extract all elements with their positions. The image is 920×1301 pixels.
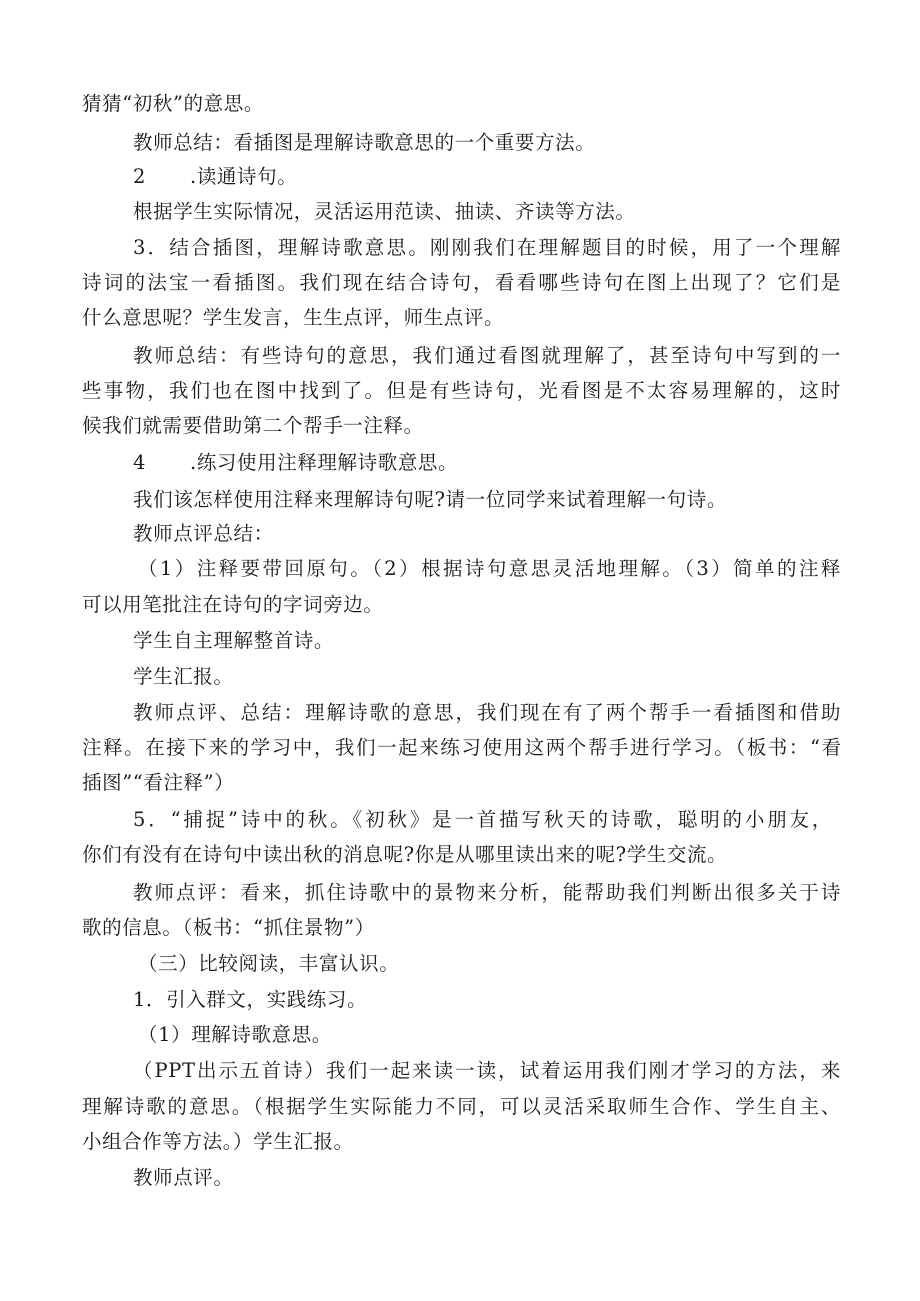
- paragraph-line: 可以用笔批注在诗句的字词旁边。: [82, 593, 384, 616]
- numbered-item: [133, 164, 893, 190]
- paragraph-line: 3．结合插图，理解诗歌意思。刚刚我们在理解题目的时候，用了一个理解: [133, 236, 841, 259]
- item-number: 4: [133, 451, 147, 474]
- paragraph-line: 你们有没有在诗句中读出秋的消息呢?你是从哪里读出来的呢?学生交流。: [82, 843, 728, 866]
- paragraph-line: 插图”“看注释”）: [82, 771, 235, 794]
- paragraph-line: 学生汇报。: [133, 665, 234, 688]
- paragraph-line: 诗词的法宝一看插图。我们现在结合诗句，看看哪些诗句在图上出现了？它们是: [82, 271, 841, 294]
- paragraph-line: 教师点评总结：: [133, 522, 274, 545]
- paragraph-line: 根据学生实际情况，灵活运用范读、抽读、齐读等方法。: [133, 200, 636, 223]
- paragraph-line: （1）注释要带回原句。（2）根据诗句意思灵活地理解。（3）简单的注释: [138, 557, 841, 580]
- item-text: .练习使用注释理解诗歌意思。: [190, 451, 459, 474]
- paragraph-line: 我们该怎样使用注释来理解诗句呢?请一位同学来试着理解一句诗。: [133, 488, 727, 511]
- paragraph-line: 教师点评：看来，抓住诗歌中的景物来分析，能帮助我们判断出很多关于诗: [133, 881, 841, 904]
- paragraph-line: （1）理解诗歌意思。: [138, 1023, 332, 1046]
- paragraph-line: 教师点评、总结：理解诗歌的意思，我们现在有了两个帮手一看插图和借助: [133, 701, 841, 724]
- paragraph-line: 些事物，我们也在图中找到了。但是有些诗句，光看图是不太容易理解的，这时: [82, 379, 841, 402]
- paragraph-line: 教师点评。: [133, 1166, 234, 1189]
- paragraph-line: 注释。在接下来的学习中，我们一起来练习使用这两个帮手进行学习。（板书：“看: [82, 736, 841, 759]
- paragraph-line: 教师总结：有些诗句的意思，我们通过看图就理解了，甚至诗句中写到的一: [133, 344, 841, 367]
- paragraph-line: 5．“捕捉”诗中的秋。《初秋》是一首描写秋天的诗歌，聪明的小朋友，: [133, 808, 832, 831]
- paragraph-line: 教师总结：看插图是理解诗歌意思的一个重要方法。: [133, 131, 596, 154]
- item-number: 2: [133, 165, 147, 188]
- section-heading: （三）比较阅读，丰富认识。: [138, 952, 400, 975]
- paragraph-line: 歌的信息。（板书：“抓住景物”）: [82, 916, 375, 939]
- paragraph-line: 猜猜“初秋”的意思。: [82, 92, 264, 115]
- paragraph-line: （PPT出示五首诗）我们一起来读一读，试着运用我们刚才学习的方法，来: [133, 1059, 841, 1082]
- item-text: .读通诗句。: [190, 165, 298, 188]
- paragraph-line: 学生自主理解整首诗。: [133, 629, 335, 652]
- paragraph-line: 1．引入群文，实践练习。: [133, 988, 368, 1011]
- paragraph-line: 候我们就需要借助第二个帮手一注释。: [82, 414, 424, 437]
- paragraph-line: 小组合作等方法。）学生汇报。: [82, 1130, 354, 1153]
- numbered-item: [133, 450, 893, 476]
- paragraph-line: 什么意思呢？学生发言，生生点评，师生点评。: [82, 306, 505, 329]
- paragraph-line: 理解诗歌的意思。（根据学生实际能力不同，可以灵活采取师生合作、学生自主、: [82, 1095, 841, 1118]
